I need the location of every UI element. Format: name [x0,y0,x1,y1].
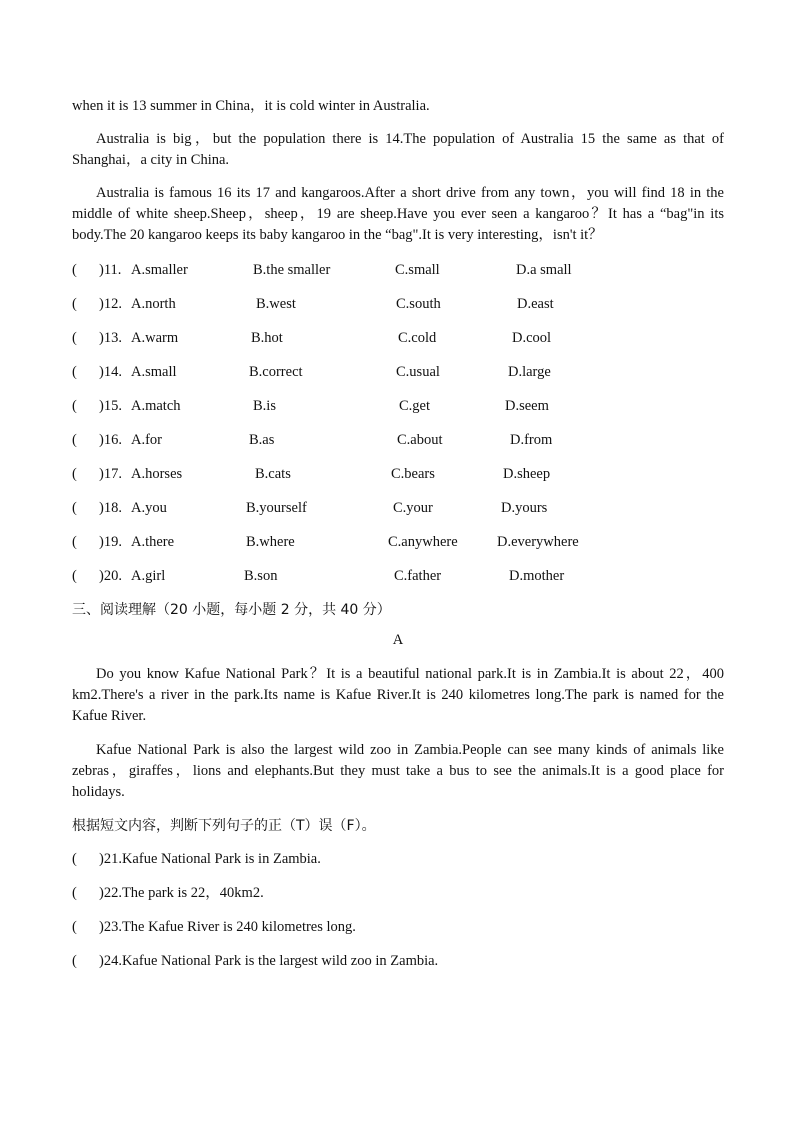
option-a: A.match [131,398,181,414]
passage-line-continued: when it is 13 summer in China，it is cold winter in Australia. [72,98,430,114]
option-c: C.usual [396,364,440,380]
tf-question-row [72,849,724,883]
answer-bracket: ( [72,296,77,312]
answer-bracket: ( [72,466,77,482]
section-heading: 三、阅读理解（20 小题，每小题 2 分，共 40 分） [72,602,391,618]
option-d: D.cool [512,330,552,346]
question-number: )18. [99,500,122,516]
option-d: D.mother [509,568,565,584]
option-d: D.large [508,364,551,380]
option-c: C.south [396,296,441,312]
passage-paragraph-population: Australia is big，but the population there is 14.The population of Australia 15 the same as that of Shanghai，a city in China. [72,131,724,168]
answer-bracket: ( [72,919,77,935]
option-a: A.for [131,432,163,448]
option-a: A.you [131,500,167,516]
answer-bracket: ( [72,534,77,550]
option-c: C.bears [391,466,435,482]
option-c: C.your [393,500,433,516]
option-b: B.the smaller [253,262,331,278]
option-a: A.there [131,534,175,550]
question-number: )16. [99,432,122,448]
tf-question-text: )24.Kafue National Park is the largest wild zoo in Zambia. [99,953,439,969]
option-a: A.smaller [131,262,188,278]
option-b: B.where [246,534,295,550]
option-d: D.east [517,296,554,312]
option-b: B.cats [255,466,291,482]
answer-bracket: ( [72,500,77,516]
true-false-list [72,849,724,985]
answer-bracket: ( [72,851,77,867]
passage-paragraph-zoo: Kafue National Park is also the largest wild zoo in Zambia.People can see many kinds of animals like zebras，giraffes，lions and elephants.But they must take a bus to see the animals.It is a good place for holidays. [72,742,724,800]
tf-question-row [72,917,724,951]
question-number: )11. [99,262,122,278]
answer-bracket: ( [72,262,77,278]
option-d: D.a small [516,262,572,278]
question-row [72,464,724,498]
option-b: B.is [253,398,276,414]
question-row [72,566,724,600]
tf-question-text: )21.Kafue National Park is in Zambia. [99,851,321,867]
option-c: C.father [394,568,442,584]
option-d: D.from [510,432,553,448]
cloze-options-list [72,260,724,600]
question-row [72,294,724,328]
question-row [72,328,724,362]
option-b: B.correct [249,364,303,380]
question-number: )15. [99,398,122,414]
tf-question-row [72,951,724,985]
option-c: C.cold [398,330,437,346]
question-number: )13. [99,330,122,346]
question-number: )12. [99,296,122,312]
option-b: B.hot [251,330,283,346]
exam-page [72,96,724,985]
option-a: A.horses [131,466,183,482]
option-d: D.yours [501,500,548,516]
option-b: B.as [249,432,275,448]
question-number: )19. [99,534,122,550]
question-number: )20. [99,568,122,584]
answer-bracket: ( [72,885,77,901]
passage-paragraph-kangaroos: Australia is famous 16 its 17 and kangaroos.After a short drive from any town，you will find 18 in the middle of white sheep.Sheep，sheep，19 are sheep.Have you ever seen a kangaroo？It has a “bag"in its body.The 20 kangaroo keeps its baby kangaroo in the “bag".It is very interesting，isn't it？ [72,185,724,243]
question-number: )17. [99,466,122,482]
answer-bracket: ( [72,432,77,448]
option-d: D.sheep [503,466,551,482]
answer-bracket: ( [72,330,77,346]
question-row [72,396,724,430]
question-row [72,362,724,396]
question-number: )14. [99,364,122,380]
option-a: A.girl [131,568,166,584]
option-b: B.west [256,296,296,312]
passage-label: A [392,632,404,648]
option-c: C.anywhere [388,534,458,550]
answer-bracket: ( [72,568,77,584]
question-row [72,430,724,464]
option-c: C.get [399,398,431,414]
tf-question-row [72,883,724,917]
option-d: D.everywhere [497,534,579,550]
option-b: B.yourself [246,500,307,516]
answer-bracket: ( [72,364,77,380]
option-a: A.small [131,364,177,380]
option-d: D.seem [505,398,549,414]
option-a: A.warm [131,330,179,346]
answer-bracket: ( [72,953,77,969]
option-a: A.north [131,296,176,312]
question-row [72,498,724,532]
tf-question-text: )23.The Kafue River is 240 kilometres long. [99,919,356,935]
option-c: C.small [395,262,440,278]
question-row [72,260,724,294]
instruction-text: 根据短文内容，判断下列句子的正（T）误（F）。 [72,818,376,834]
tf-question-text: )22.The park is 22，40km2. [99,885,264,901]
option-b: B.son [244,568,278,584]
answer-bracket: ( [72,398,77,414]
passage-paragraph-park: Do you know Kafue National Park？It is a beautiful national park.It is in Zambia.It is about 22，400 km2.There's a river in the park.Its name is Kafue River.It is 240 kilometres long.The park is named for the Kafue River. [72,666,724,724]
option-c: C.about [397,432,443,448]
question-row [72,532,724,566]
